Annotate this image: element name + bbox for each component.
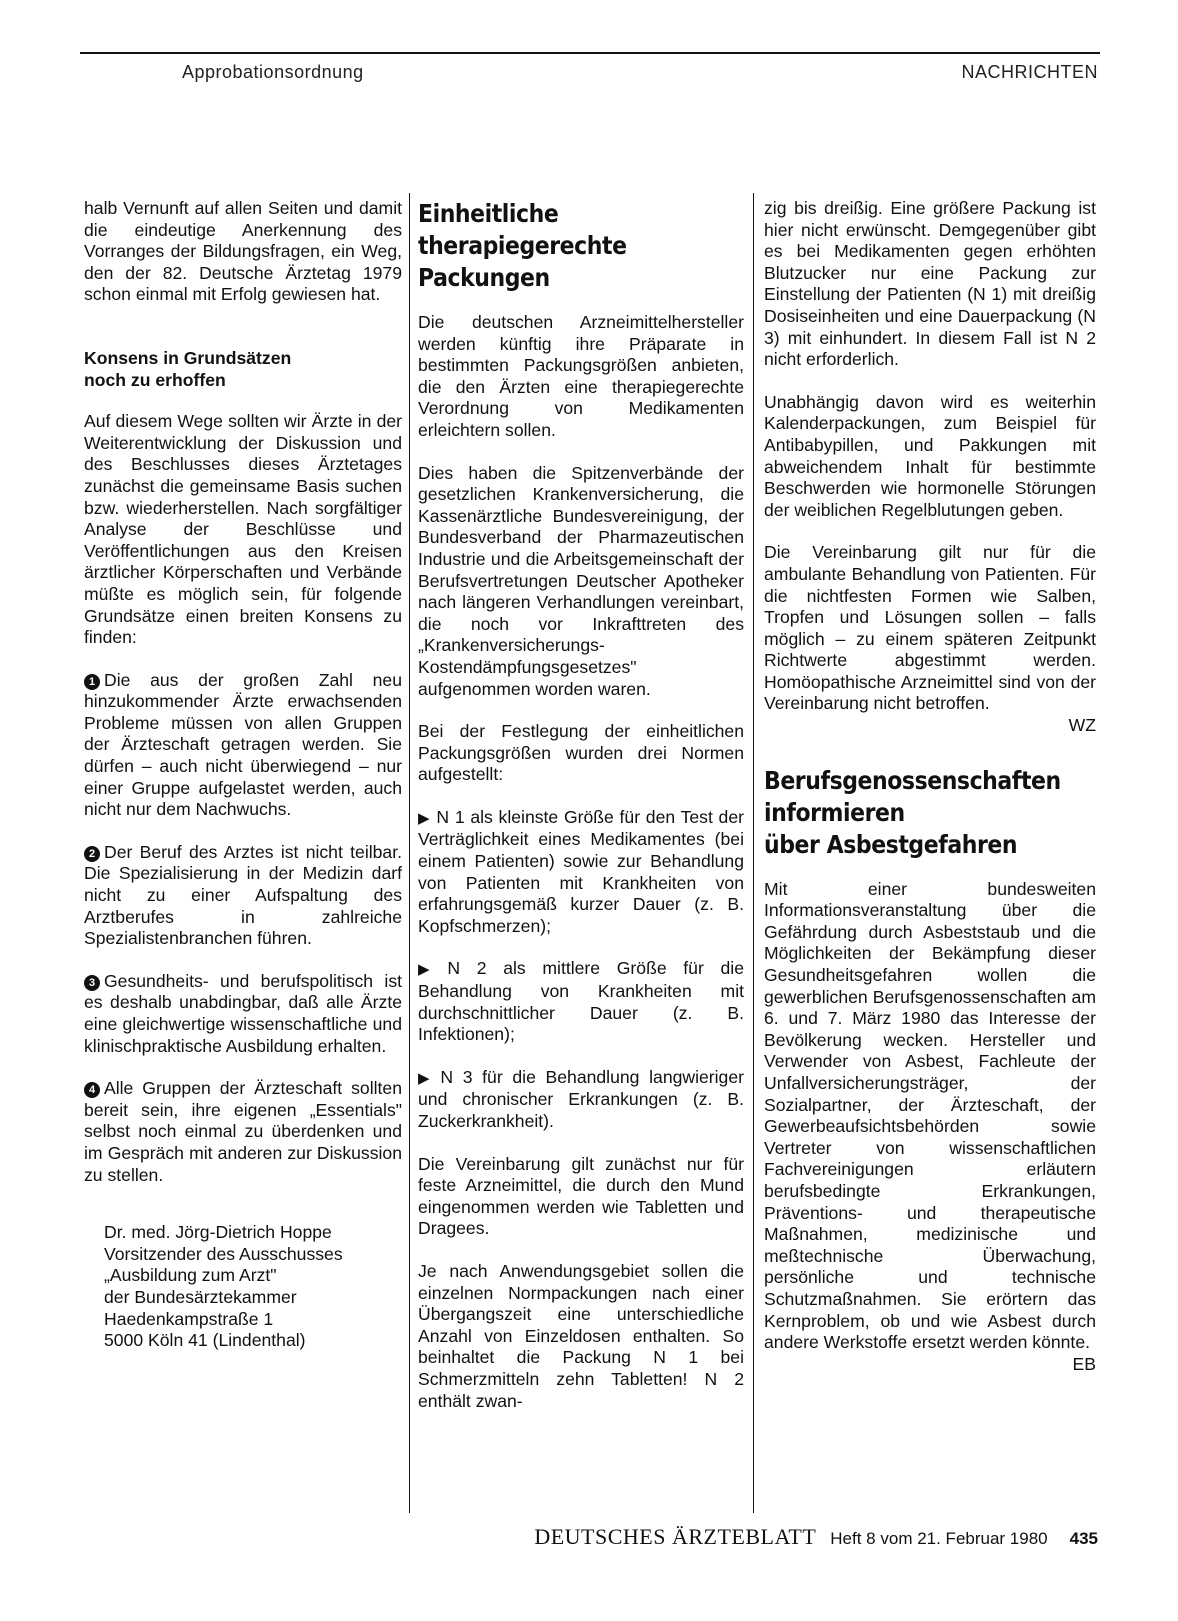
subheading bbox=[84, 348, 402, 391]
running-head-category: NACHRICHTEN bbox=[961, 62, 1098, 82]
article-headline bbox=[764, 765, 1098, 861]
headline-line: Packungen bbox=[418, 263, 550, 292]
number-badge: 2 bbox=[84, 846, 100, 862]
paragraph: Die Vereinbarung gilt zunächst nur für feste Arzneimittel, die durch den Mund eingenommen werden wie Tabletten und Dragees. bbox=[418, 1153, 744, 1239]
paragraph: zig bis dreißig. Eine größere Packung ist hier nicht erwünscht. Demgegenüber gibt es bei Medikamenten gegen erhöhten Blutzucker nur eine Packung zur Einstellung der Patienten (N 1) mit dreißig Dosiseinheiten und eine Dauerpackung (N 3) mit einhundert. In diesem Fall ist N 2 nicht erforderlich. bbox=[764, 198, 1096, 370]
item-text: Alle Gruppen der Ärzteschaft sollten bereit sein, ihre eigenen „Essentials" selbst noch einmal zu überdenken und im Gespräch mit anderen zur Diskussion zu stellen. bbox=[84, 1078, 402, 1185]
author-initials: WZ bbox=[1068, 715, 1096, 736]
author-initials: EB bbox=[1072, 1353, 1096, 1374]
item-text: Die aus der großen Zahl neu hinzukommender Ärzte erwachsenden Probleme müssen von allen Gruppen der Ärzteschaft getragen werden. Sie dürfen – auch nicht überwiegend – nur einer Gruppe aufgelastet werden, auch nicht nur dem Nachwuchs. bbox=[84, 669, 402, 820]
bullet-text: N 2 als mittlere Größe für die Behandlung von Krankheiten mit durchschnittlicher Dauer (z. B. Infektionen); bbox=[418, 958, 744, 1045]
paragraph: halb Vernunft auf allen Seiten und damit die eindeutige Anerkennung des Vorranges der Bildungsfragen, ein Weg, den der 82. Deutsche Ärztetag 1979 schon einmal mit Erfolg gewiesen hat. bbox=[84, 198, 402, 305]
author-signature bbox=[104, 1222, 402, 1352]
subheading-line: Konsens in Grundsätzen bbox=[84, 347, 292, 368]
paragraph: Die Vereinbarung gilt nur für die ambulante Behandlung von Patienten. Für die nichtfesten Formen wie Salben, Tropfen und Lösungen sollen – falls möglich – zu einem späteren Zeitpunkt Richtwerte abgestimmt werden. Homöopathische Arzneimittel sind von der Vereinbarung nicht betroffen. bbox=[764, 542, 1096, 714]
signature-line: 5000 Köln 41 (Lindenthal) bbox=[104, 1330, 306, 1351]
signature-line: der Bundesärztekammer bbox=[104, 1286, 297, 1307]
paragraph: Bei der Festlegung der einheitlichen Packungsgrößen wurden drei Normen aufgestellt: bbox=[418, 721, 744, 785]
paragraph: Je nach Anwendungsgebiet sollen die einzelnen Normpackungen nach einer Übergangszeit eine unterschiedliche Anzahl von Einzeldosen enthalten. So beinhaltet die Packung N 1 bei Schmerzmitteln zehn Tabletten! N 2 enthält zwan- bbox=[418, 1260, 744, 1411]
signature-line: Haedenkampstraße 1 bbox=[104, 1308, 274, 1329]
headline-line: Berufsgenossenschaften bbox=[764, 765, 1061, 795]
article-headline bbox=[418, 198, 752, 294]
item-text: Gesundheits- und berufspolitisch ist es deshalb unabdingbar, daß alle Ärzte eine gleichwertige wissenschaftliche und klinischpraktische Ausbildung erhalten. bbox=[84, 970, 402, 1056]
bullet-item bbox=[418, 1067, 744, 1133]
triangle-bullet-icon: ▶ bbox=[418, 809, 431, 827]
number-badge: 3 bbox=[84, 975, 100, 991]
headline-line: Einheitliche bbox=[418, 199, 559, 228]
column-1 bbox=[84, 198, 402, 1352]
signature-line: „Ausbildung zum Arzt" bbox=[104, 1265, 277, 1286]
numbered-item-2 bbox=[84, 842, 402, 950]
bullet-item bbox=[418, 807, 744, 938]
bullet-item bbox=[418, 958, 744, 1045]
paragraph: Unabhängig davon wird es weiterhin Kalenderpackungen, zum Beispiel für Antibabypillen, und Pakkungen mit abweichendem Inhalt für bestimmte Beschwerden wie hormonelle Störungen der weiblichen Regelblutungen geben. bbox=[764, 391, 1096, 520]
header-rule bbox=[80, 52, 1100, 54]
number-badge: 4 bbox=[84, 1082, 100, 1098]
paragraph: Dies haben die Spitzenverbände der gesetzlichen Krankenversicherung, die Kassenärztliche Bundesvereinigung, der Bundesverband der Pharmazeutischen Industrie und die Arbeitsgemeinschaft der Berufsvertretungen Deutscher Apotheker nach längeren Verhandlungen vereinbart, die noch vor Inkrafttreten des „Krankenversicherungs-Kostendämpfungsgesetzes" aufgenommen worden waren. bbox=[418, 462, 744, 699]
headline-line: informieren bbox=[764, 797, 905, 827]
paragraph: Mit einer bundesweiten Informationsveranstaltung über die Gefährdung durch Asbeststaub und die Möglichkeiten der Bekämpfung dieser Gesundheitsgefahren wollen die gewerblichen Berufsgenossenschaften am 6. und 7. März 1980 das Interesse der Bevölkerung wecken. Hersteller und Verwender von Asbest, Fachleute der Unfallversicherungsträger, der Sozialpartner, der Ärzteschaft, der Gewerbeaufsichtsbehörden sowie Vertreter von wissenschaftlichen Fachvereinigungen erläutern berufsbedingte Erkrankungen, Präventions- und therapeutische Maßnahmen, medizinische und meßtechnische Überwachung, persönliche und technische Schutzmaßnahmen. Sie erörtern das Kernproblem, ob und wie Asbest durch andere Werkstoffe ersetzt werden könnte. bbox=[764, 878, 1096, 1353]
number-badge: 1 bbox=[84, 674, 100, 690]
signature-line: Dr. med. Jörg-Dietrich Hoppe bbox=[104, 1222, 332, 1243]
column-3 bbox=[764, 198, 1096, 1375]
page-number: 435 bbox=[1069, 1529, 1098, 1548]
page-footer bbox=[534, 1524, 1098, 1550]
signature-line: Vorsitzender des Ausschusses bbox=[104, 1243, 343, 1264]
journal-name: DEUTSCHES ÄRZTEBLATT bbox=[534, 1524, 817, 1549]
paragraph: Die deutschen Arzneimittelhersteller werden künftig ihre Präparate in bestimmten Packungsgrößen anbieten, die den Ärzten eine therapiegerechte Verordnung von Medikamenten erleichtern sollen. bbox=[418, 312, 744, 440]
numbered-item-1 bbox=[84, 670, 402, 821]
column-divider-2 bbox=[753, 193, 754, 1513]
column-divider-1 bbox=[409, 193, 410, 1513]
triangle-bullet-icon: ▶ bbox=[418, 961, 442, 979]
running-head-section: Approbationsordnung bbox=[182, 62, 364, 82]
paragraph: Auf diesem Wege sollten wir Ärzte in der Weiterentwicklung der Diskussion und des Beschlusses dieses Ärztetages zunächst die gemeinsame Basis suchen bzw. wiederherstellen. Nach sorgfältiger Analyse der Beschlüsse und Veröffentlichungen aus den Kreisen ärztlicher Körperschaften und Verbände müßte es möglich sein, für folgende Grundsätze einen breiten Konsens zu finden: bbox=[84, 411, 402, 648]
column-2 bbox=[418, 198, 744, 1412]
bullet-text: N 1 als kleinste Größe für den Test der Verträglichkeit eines Medikamentes (bei einem Patienten) sowie zur Behandlung von Patienten mit Krankheiten von erfahrungsgemäß kurzer Dauer (z. B. Kopfschmerzen); bbox=[418, 806, 744, 936]
numbered-item-3 bbox=[84, 971, 402, 1057]
subheading-line: noch zu erhoffen bbox=[84, 369, 226, 390]
numbered-item-4 bbox=[84, 1078, 402, 1186]
issue-info: Heft 8 vom 21. Februar 1980 bbox=[830, 1529, 1048, 1548]
headline-line: therapiegerechte bbox=[418, 231, 627, 260]
bullet-text: N 3 für die Behandlung langwieriger und chronischer Erkrankungen (z. B. Zuckerkrankheit). bbox=[418, 1066, 744, 1131]
item-text: Der Beruf des Arztes ist nicht teilbar. Die Spezialisierung in der Medizin darf nicht zu einer Aufspaltung des Arztberufes in zahlreiche Spezialistenbranchen führen. bbox=[84, 841, 402, 949]
triangle-bullet-icon: ▶ bbox=[418, 1069, 435, 1087]
headline-line: über Asbestgefahren bbox=[764, 829, 1018, 859]
